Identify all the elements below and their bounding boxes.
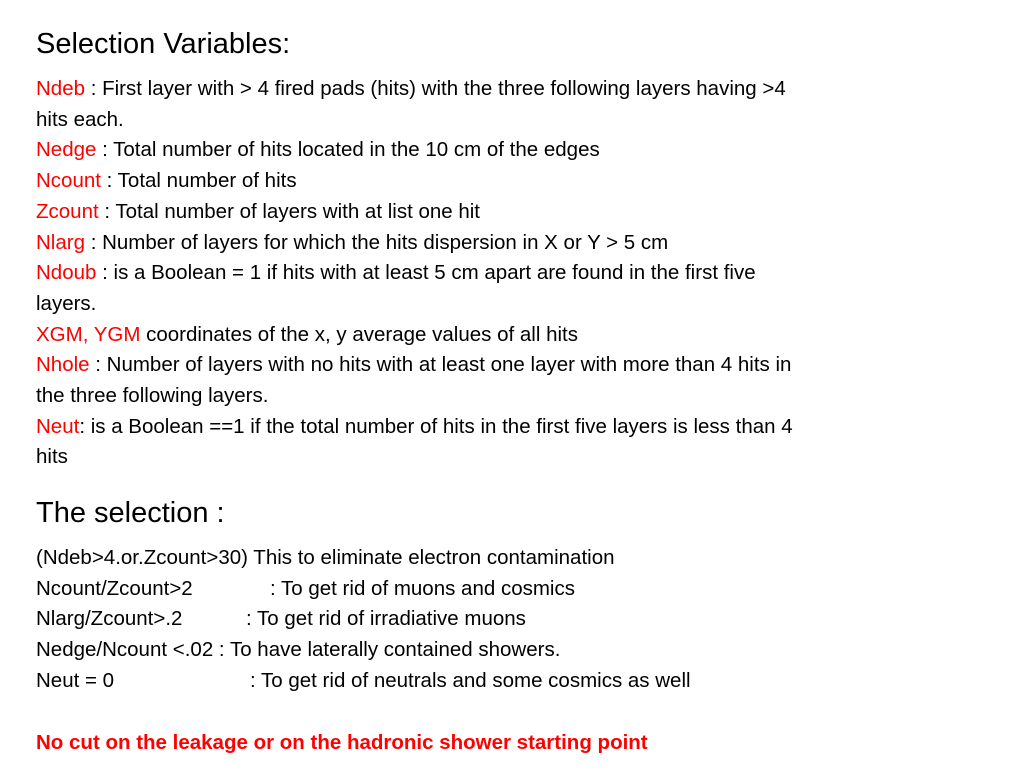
definition-text: : Number of layers for which the hits dispersion in X or Y > 5 cm	[85, 230, 669, 254]
criterion-reason: : To get rid of irradiative muons	[246, 607, 526, 631]
criterion-reason: : To get rid of muons and cosmics	[270, 576, 575, 600]
selection-criteria	[36, 543, 691, 696]
definition-term: Nhole	[36, 353, 90, 377]
criterion-cut: Nedge/Ncount <.02	[36, 638, 214, 662]
definition-text: : First layer with > 4 fired pads (hits) with the three following layers having >4 hits each.	[36, 77, 786, 131]
definition-text: : is a Boolean ==1 if the total number of hits in the first five layers is less than 4 hits	[36, 414, 793, 469]
definition-term: Ncount	[36, 169, 101, 193]
criterion-row	[36, 666, 691, 697]
definition-term: Ndoub	[36, 261, 97, 285]
definition-nlarg	[36, 228, 796, 259]
definition-neut	[36, 412, 796, 473]
definition-term: Zcount	[36, 199, 99, 223]
definition-term: Nlarg	[36, 230, 85, 254]
definition-text: : Total number of layers with at list one hit	[98, 199, 481, 223]
criterion-row	[36, 635, 615, 666]
criterion-cut: Ncount/Zcount>2	[36, 576, 193, 600]
definition-text: : is a Boolean = 1 if hits with at least 5 cm apart are found in the first five layers.	[36, 261, 756, 315]
definition-text: : Total number of hits	[100, 169, 297, 193]
definition-text: : Number of layers with no hits with at least one layer with more than 4 hits in the three following layers.	[36, 353, 792, 408]
definition-text: : Total number of hits located in the 10 cm of the edges	[96, 138, 600, 162]
criterion-cut: Neut = 0	[36, 668, 115, 692]
selection-variables-heading: Selection Variables:	[36, 28, 291, 60]
criterion-cut: (Ndeb>4.or.Zcount>30)	[36, 546, 248, 569]
definition-nedge	[36, 135, 796, 166]
definition-ncount	[36, 166, 796, 197]
criterion-reason: : To get rid of neutrals and some cosmics as well	[250, 668, 691, 692]
definition-xgm-ygm	[36, 320, 796, 351]
definition-term: XGM, YGM	[36, 322, 141, 346]
definition-ndeb	[36, 74, 796, 135]
definition-zcount	[36, 197, 796, 228]
definition-term: Nedge	[36, 138, 97, 162]
the-selection-heading: The selection :	[36, 497, 225, 529]
criterion-row	[36, 574, 615, 605]
criterion-cut: Nlarg/Zcount>.2	[36, 607, 183, 631]
definition-ndoub	[36, 258, 796, 319]
criterion-reason: : To have laterally contained showers.	[213, 638, 561, 662]
definition-term: Neut	[36, 414, 80, 438]
criterion-reason: This to eliminate electron contamination	[247, 546, 615, 569]
variable-definitions	[36, 74, 796, 473]
definition-nhole	[36, 350, 796, 411]
criterion-row	[36, 543, 615, 574]
definition-term: Ndeb	[36, 77, 86, 100]
footnote-no-cut: No cut on the leakage or on the hadronic shower starting point	[36, 731, 648, 754]
definition-text: coordinates of the x, y average values of all hits	[140, 322, 578, 346]
criterion-row	[36, 604, 615, 635]
